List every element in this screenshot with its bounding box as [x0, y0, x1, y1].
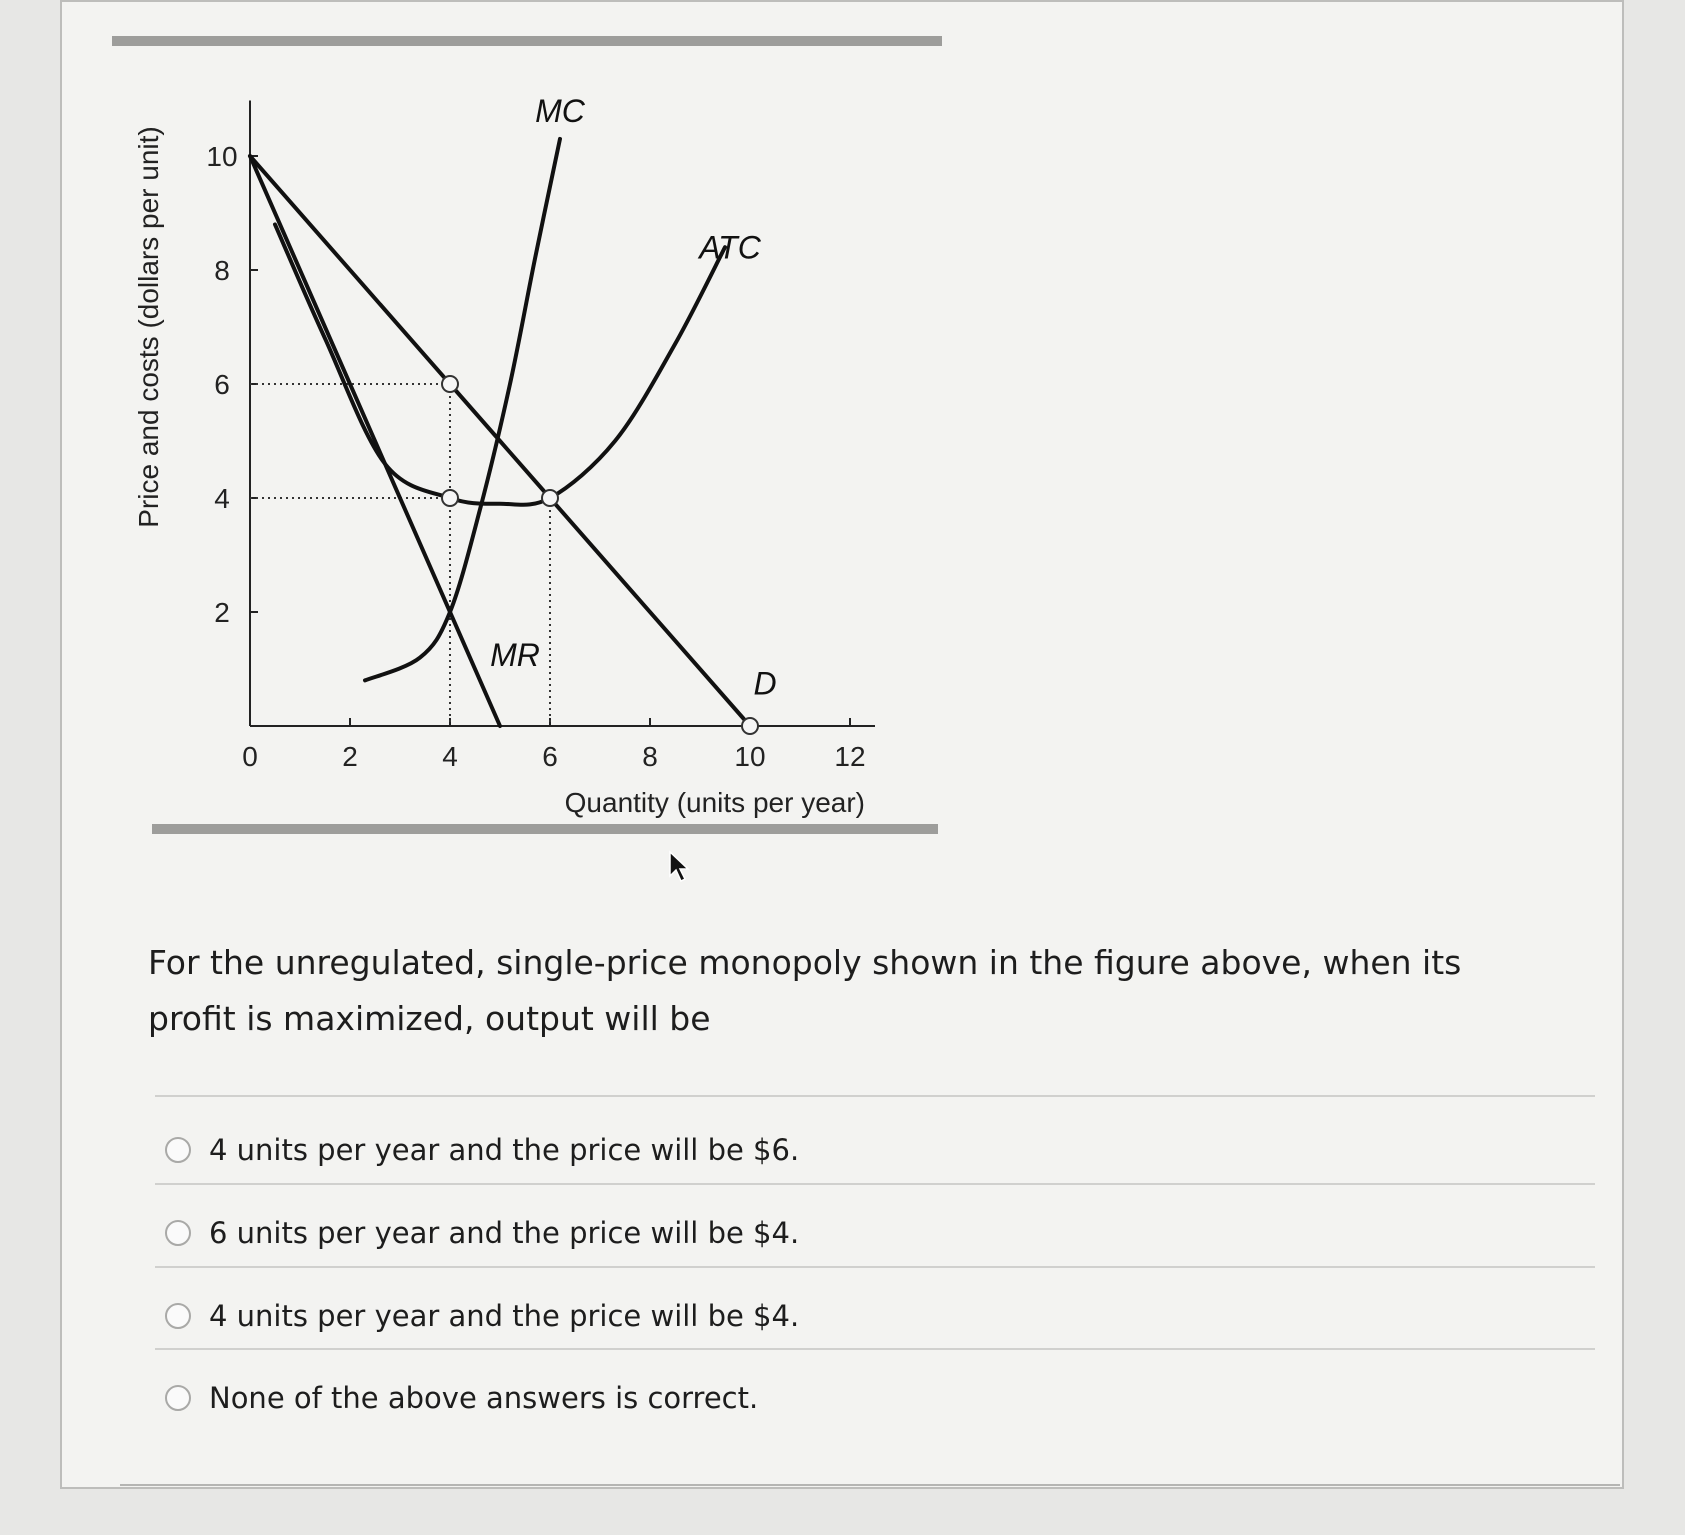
radio-button-4[interactable] [165, 1385, 191, 1411]
curve-mr [250, 156, 500, 726]
option-divider [155, 1266, 1595, 1268]
radio-button-2[interactable] [165, 1220, 191, 1246]
point-marker [742, 718, 758, 734]
y-tick-label: 4 [214, 483, 230, 514]
radio-button-1[interactable] [165, 1137, 191, 1163]
curve-label-mc: MC [535, 92, 585, 129]
y-tick-label: 6 [214, 369, 230, 400]
option-divider [155, 1095, 1595, 1097]
radio-button-3[interactable] [165, 1303, 191, 1329]
x-tick-label: 12 [834, 741, 866, 772]
option-divider [155, 1183, 1595, 1185]
card-bottom-border [120, 1484, 1620, 1486]
x-tick-label: 8 [642, 741, 658, 772]
option-2-label: 6 units per year and the price will be $4. [209, 1216, 800, 1250]
point-marker [442, 376, 458, 392]
x-tick-label: 10 [734, 741, 766, 772]
option-4-label: None of the above answers is correct. [209, 1381, 759, 1415]
option-4[interactable] [165, 1368, 758, 1428]
option-2[interactable] [165, 1203, 799, 1263]
option-divider [155, 1348, 1595, 1350]
curve-label-d: D [753, 665, 777, 702]
x-tick-label: 4 [442, 741, 458, 772]
point-marker [542, 490, 558, 506]
curve-label-atc: ATC [699, 229, 761, 266]
y-tick-label: 2 [214, 597, 230, 628]
option-3-label: 4 units per year and the price will be $4. [209, 1299, 800, 1333]
mouse-cursor-icon [668, 850, 690, 884]
option-1[interactable] [165, 1120, 799, 1180]
x-tick-label: 2 [342, 741, 358, 772]
y-axis-title: Price and costs (dollars per unit) [133, 126, 164, 528]
figure-bottom-border [152, 824, 938, 834]
option-3[interactable] [165, 1286, 799, 1346]
y-tick-label: 8 [214, 255, 230, 286]
curve-mc [365, 139, 560, 681]
point-marker [442, 490, 458, 506]
option-1-label: 4 units per year and the price will be $6. [209, 1133, 800, 1167]
x-tick-label: 0 [242, 741, 258, 772]
x-axis-title: Quantity (units per year) [564, 787, 865, 818]
question-text: For the unregulated, single-price monopoly shown in the figure above, when its profit is maximized, output will be [148, 943, 1462, 1038]
y-tick-label: 10 [206, 141, 238, 172]
curve-label-mr: MR [490, 637, 540, 674]
x-tick-label: 6 [542, 741, 558, 772]
